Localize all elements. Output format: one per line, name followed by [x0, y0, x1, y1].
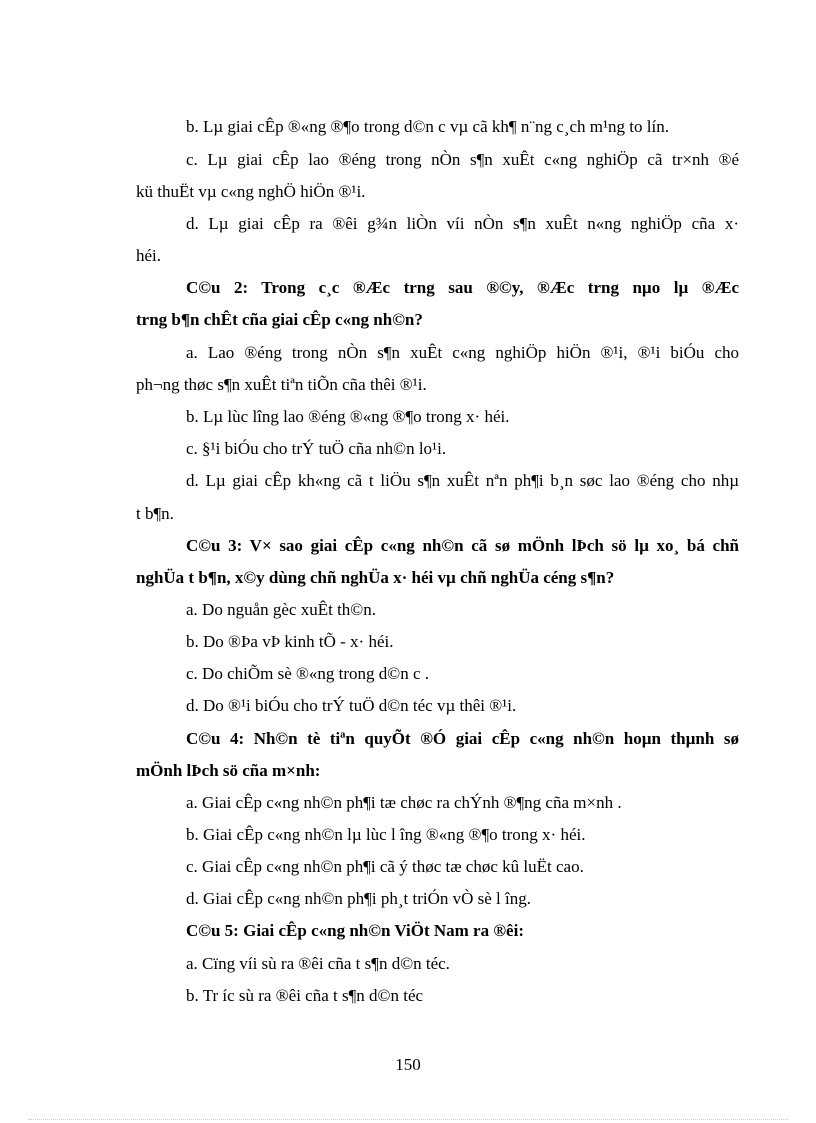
question-3-line-1: C©u 3: V× sao giai cÊp c«ng nh©n cã sø mÖnh lÞch sö lµ xo¸ bá chñ [186, 536, 739, 555]
q2-option-a-line-1: a. Lao ®éng trong nÒn s¶n xuÊt c«ng nghiÖp hiÖn ®¹i, ®¹i biÓu cho [186, 343, 739, 362]
option-c-line-1: c. Lµ giai cÊp lao ®éng trong nÒn s¶n xuÊt c«ng nghiÖp cã tr×nh ®é [186, 150, 739, 169]
q5-option-a-line: a. Cïng víi sù ra ®êi cña t s¶n d©n téc. [186, 954, 450, 973]
option-d-line-2: héi. [136, 246, 162, 265]
question-2-line-2: trng b¶n chÊt cña giai cÊp c«ng nh©n? [136, 310, 423, 329]
q2-option-d-line-2: t b¶n. [136, 504, 174, 523]
q3-option-c-line: c. Do chiÕm sè ®«ng trong d©n c . [186, 664, 430, 683]
option-b-line: b. Lµ giai cÊp ®«ng ®¶o trong d©n c vµ cã kh¶ n¨ng c¸ch m¹ng to lín. [186, 117, 669, 136]
question-5-line: C©u 5: Giai cÊp c«ng nh©n ViÖt Nam ra ®êi: [186, 921, 524, 940]
q2-option-c-line: c. §¹i biÓu cho trÝ tuÖ cña nh©n lo¹i. [186, 439, 447, 458]
option-c-line-2: kü thuËt vµ c«ng nghÖ hiÖn ®¹i. [136, 182, 366, 201]
footer-dotted-rule [28, 1119, 788, 1120]
q4-option-a-line: a. Giai cÊp c«ng nh©n ph¶i tæ chøc ra chÝnh ®¶ng cña m×nh . [186, 793, 622, 812]
question-2-line-1: C©u 2: Trong c¸c ®Æc trng sau ®©y, ®Æc trng nµo lµ ®Æc [186, 278, 739, 297]
question-4-line-2: mÖnh lÞch sö cña m×nh: [136, 761, 321, 780]
page-number: 150 [395, 1055, 421, 1074]
q4-option-d-line: d. Giai cÊp c«ng nh©n ph¶i ph¸t triÓn vÒ sè l îng. [186, 889, 531, 908]
q3-option-d-line: d. Do ®¹i biÓu cho trÝ tuÖ d©n téc vµ thêi ®¹i. [186, 696, 517, 715]
q3-option-a-line: a. Do nguån gèc xuÊt th©n. [186, 600, 376, 619]
q2-option-d-line-1: d. Lµ giai cÊp kh«ng cã t liÖu s¶n xuÊt nªn ph¶i b¸n søc lao ®éng cho nhµ [186, 471, 739, 490]
q3-option-b-line: b. Do ®Þa vÞ kinh tÕ - x· héi. [186, 632, 394, 651]
q2-option-a-line-2: ph¬ng thøc s¶n xuÊt tiªn tiÕn cña thêi ®¹i. [136, 375, 427, 394]
q2-option-b-line: b. Lµ lùc lîng lao ®éng ®«ng ®¶o trong x· héi. [186, 407, 510, 426]
q4-option-c-line: c. Giai cÊp c«ng nh©n ph¶i cã ý thøc tæ chøc kû luËt cao. [186, 857, 584, 876]
q5-option-b-line: b. Tr íc sù ra ®êi cña t s¶n d©n téc [186, 986, 424, 1005]
option-d-line-1: d. Lµ giai cÊp ra ®êi g¾n liÒn víi nÒn s¶n xuÊt n«ng nghiÖp cña x· [186, 214, 739, 233]
q4-option-b-line: b. Giai cÊp c«ng nh©n lµ lùc l îng ®«ng ®¶o trong x· héi. [186, 825, 586, 844]
question-4-line-1: C©u 4: Nh©n tè tiªn quyÕt ®Ó giai cÊp c«ng nh©n hoµn thµnh sø [186, 729, 739, 748]
question-3-line-2: nghÜa t b¶n, x©y dùng chñ nghÜa x· héi vµ chñ nghÜa céng s¶n? [136, 568, 615, 587]
